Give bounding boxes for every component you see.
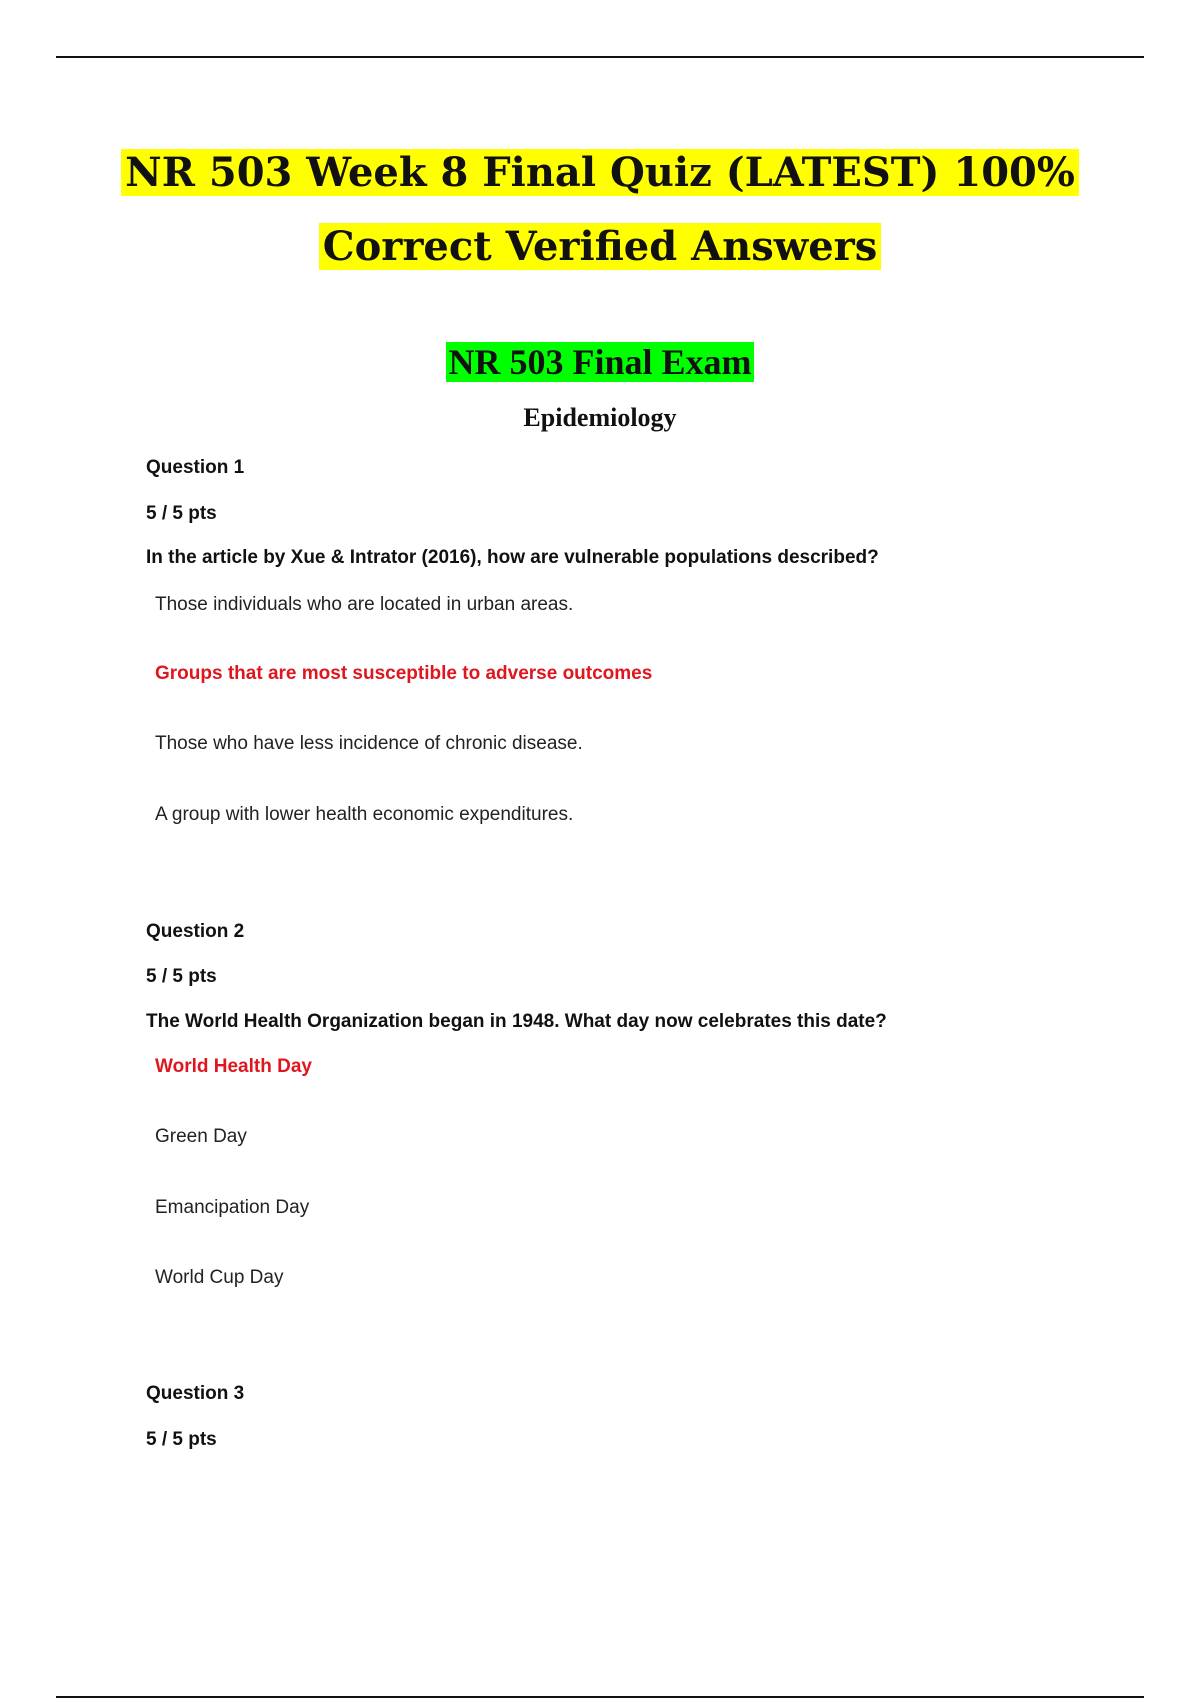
top-divider xyxy=(56,56,1144,58)
question-2-option-3[interactable]: Emancipation Day xyxy=(155,1197,310,1218)
section-heading: Epidemiology xyxy=(523,403,677,432)
question-2-label: Question 2 xyxy=(146,921,245,942)
question-2-option-1-correct[interactable]: World Health Day xyxy=(155,1056,312,1077)
question-1-option-3[interactable]: Those who have less incidence of chronic disease. xyxy=(155,733,583,754)
question-3-label: Question 3 xyxy=(146,1383,245,1404)
question-1-option-4[interactable]: A group with lower health economic expenditures. xyxy=(155,804,574,825)
exam-title-text: NR 503 Final Exam xyxy=(448,342,752,382)
question-3-points: 5 / 5 pts xyxy=(146,1429,217,1450)
title-highlight-2: Correct Verified Answers xyxy=(319,223,882,270)
question-1-points: 5 / 5 pts xyxy=(146,503,217,524)
question-1-option-2-correct[interactable]: Groups that are most susceptible to adverse outcomes xyxy=(155,663,653,684)
title-highlight-1: NR 503 Week 8 Final Quiz (LATEST) 100% xyxy=(121,149,1079,196)
question-1-label: Question 1 xyxy=(146,457,245,478)
document-title-line-1 xyxy=(0,148,1200,198)
question-2-points: 5 / 5 pts xyxy=(146,966,217,987)
bottom-divider xyxy=(56,1696,1144,1698)
question-2-text: The World Health Organization began in 1948. What day now celebrates this date? xyxy=(146,1011,887,1032)
question-1-option-1[interactable]: Those individuals who are located in urban areas. xyxy=(155,594,574,615)
question-2-option-4[interactable]: World Cup Day xyxy=(155,1267,284,1288)
question-1-text: In the article by Xue & Intrator (2016), how are vulnerable populations described? xyxy=(146,547,879,568)
document-title-line-2 xyxy=(0,222,1200,272)
exam-title xyxy=(0,340,1200,384)
question-2-option-2[interactable]: Green Day xyxy=(155,1126,247,1147)
